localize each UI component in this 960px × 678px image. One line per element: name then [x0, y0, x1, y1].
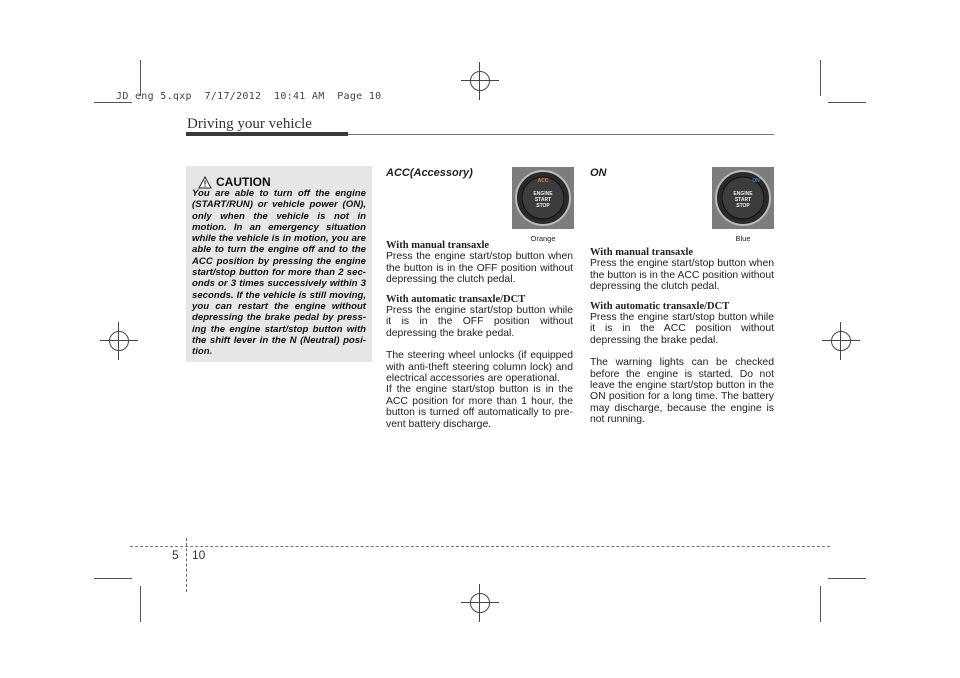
acc-image-caption: Orange — [530, 234, 556, 243]
acc-manual-text: Press the engine start/stop button when the button is in the OFF position without depressing the clutch pedal. — [386, 251, 573, 286]
engine-start-button-acc-icon — [512, 167, 574, 229]
on-button-line2: START — [734, 197, 752, 203]
acc-manual-heading: With manual transaxle — [386, 240, 490, 251]
footer-divider — [186, 538, 187, 592]
on-button-figure — [712, 167, 774, 243]
print-slug: JD eng 5.qxp 7/17/2012 10:41 AM Page 10 — [116, 91, 382, 102]
on-indicator-label: ON — [752, 178, 760, 184]
registration-mark-left — [100, 322, 138, 360]
caution-heading — [198, 175, 271, 189]
acc-column — [386, 240, 573, 430]
acc-button-line1: ENGINE — [533, 191, 553, 197]
registration-mark-right — [822, 322, 860, 360]
caution-text: You are able to turn off the engine (START/RUN) or vehicle power (ON), only when the vehicle is not in motion. In an emergency situation while the vehicle is in motion, you are able to turn the engine off and to the ACC position by pressing the engine start/stop button for more than 2 sec-onds or 3 times successively within 3 seconds. If the vehicle is still moving, you can restart the engine without depressing the brake pedal by press-ing the engine start/stop button with the shift lever in the N (Neutral) posi-tion. — [192, 188, 366, 358]
on-button-line3: STOP — [736, 203, 750, 209]
registration-mark-top — [461, 62, 499, 100]
acc-button-figure — [512, 167, 574, 243]
engine-start-button-on-icon — [712, 167, 774, 229]
acc-title: ACC(Accessory) — [386, 167, 473, 179]
on-auto-text: Press the engine start/stop button while it is in the ACC position without depressing the brake pedal. — [590, 312, 774, 346]
acc-paragraph-2: If the engine start/stop button is in the ACC position for more than 1 hour, the button is turned off automatically to pre-vent battery discharge. — [386, 384, 573, 430]
caution-box — [186, 166, 372, 362]
on-button-line1: ENGINE — [733, 191, 753, 197]
acc-indicator-label: ACC — [537, 178, 549, 184]
chapter-number: 5 — [172, 548, 179, 562]
on-image-caption: Blue — [735, 234, 751, 243]
header-rule — [348, 134, 774, 135]
on-auto-heading: With automatic transaxle/DCT — [590, 300, 730, 312]
acc-auto-heading: With automatic transaxle/DCT — [386, 293, 526, 305]
registration-mark-bottom — [461, 584, 499, 622]
on-column — [590, 247, 774, 426]
acc-auto-text: Press the engine start/stop button while it is in the OFF position without depressing the brake pedal. — [386, 305, 573, 339]
acc-paragraph-1: The steering wheel unlocks (if equipped with anti-theft steering column lock) and electrical accessories are operational. — [386, 350, 573, 385]
on-paragraph-1: The warning lights can be checked before the engine is started. Do not leave the engine start/stop button in the ON position for a long time. The battery may discharge, because the engine is not running. — [590, 357, 774, 426]
acc-button-line3: STOP — [536, 203, 550, 209]
footer-rule — [130, 546, 830, 547]
page-number: 10 — [192, 548, 206, 562]
warning-triangle-icon — [198, 176, 212, 189]
on-manual-heading: With manual transaxle — [590, 247, 694, 258]
on-manual-text: Press the engine start/stop button when the button is in the ACC position without depressing the clutch pedal. — [590, 258, 774, 293]
header-bar — [186, 132, 348, 136]
caution-heading-label: CAUTION — [216, 175, 271, 189]
section-title: Driving your vehicle — [187, 116, 312, 132]
acc-button-line2: START — [534, 197, 552, 203]
on-title: ON — [590, 167, 607, 179]
